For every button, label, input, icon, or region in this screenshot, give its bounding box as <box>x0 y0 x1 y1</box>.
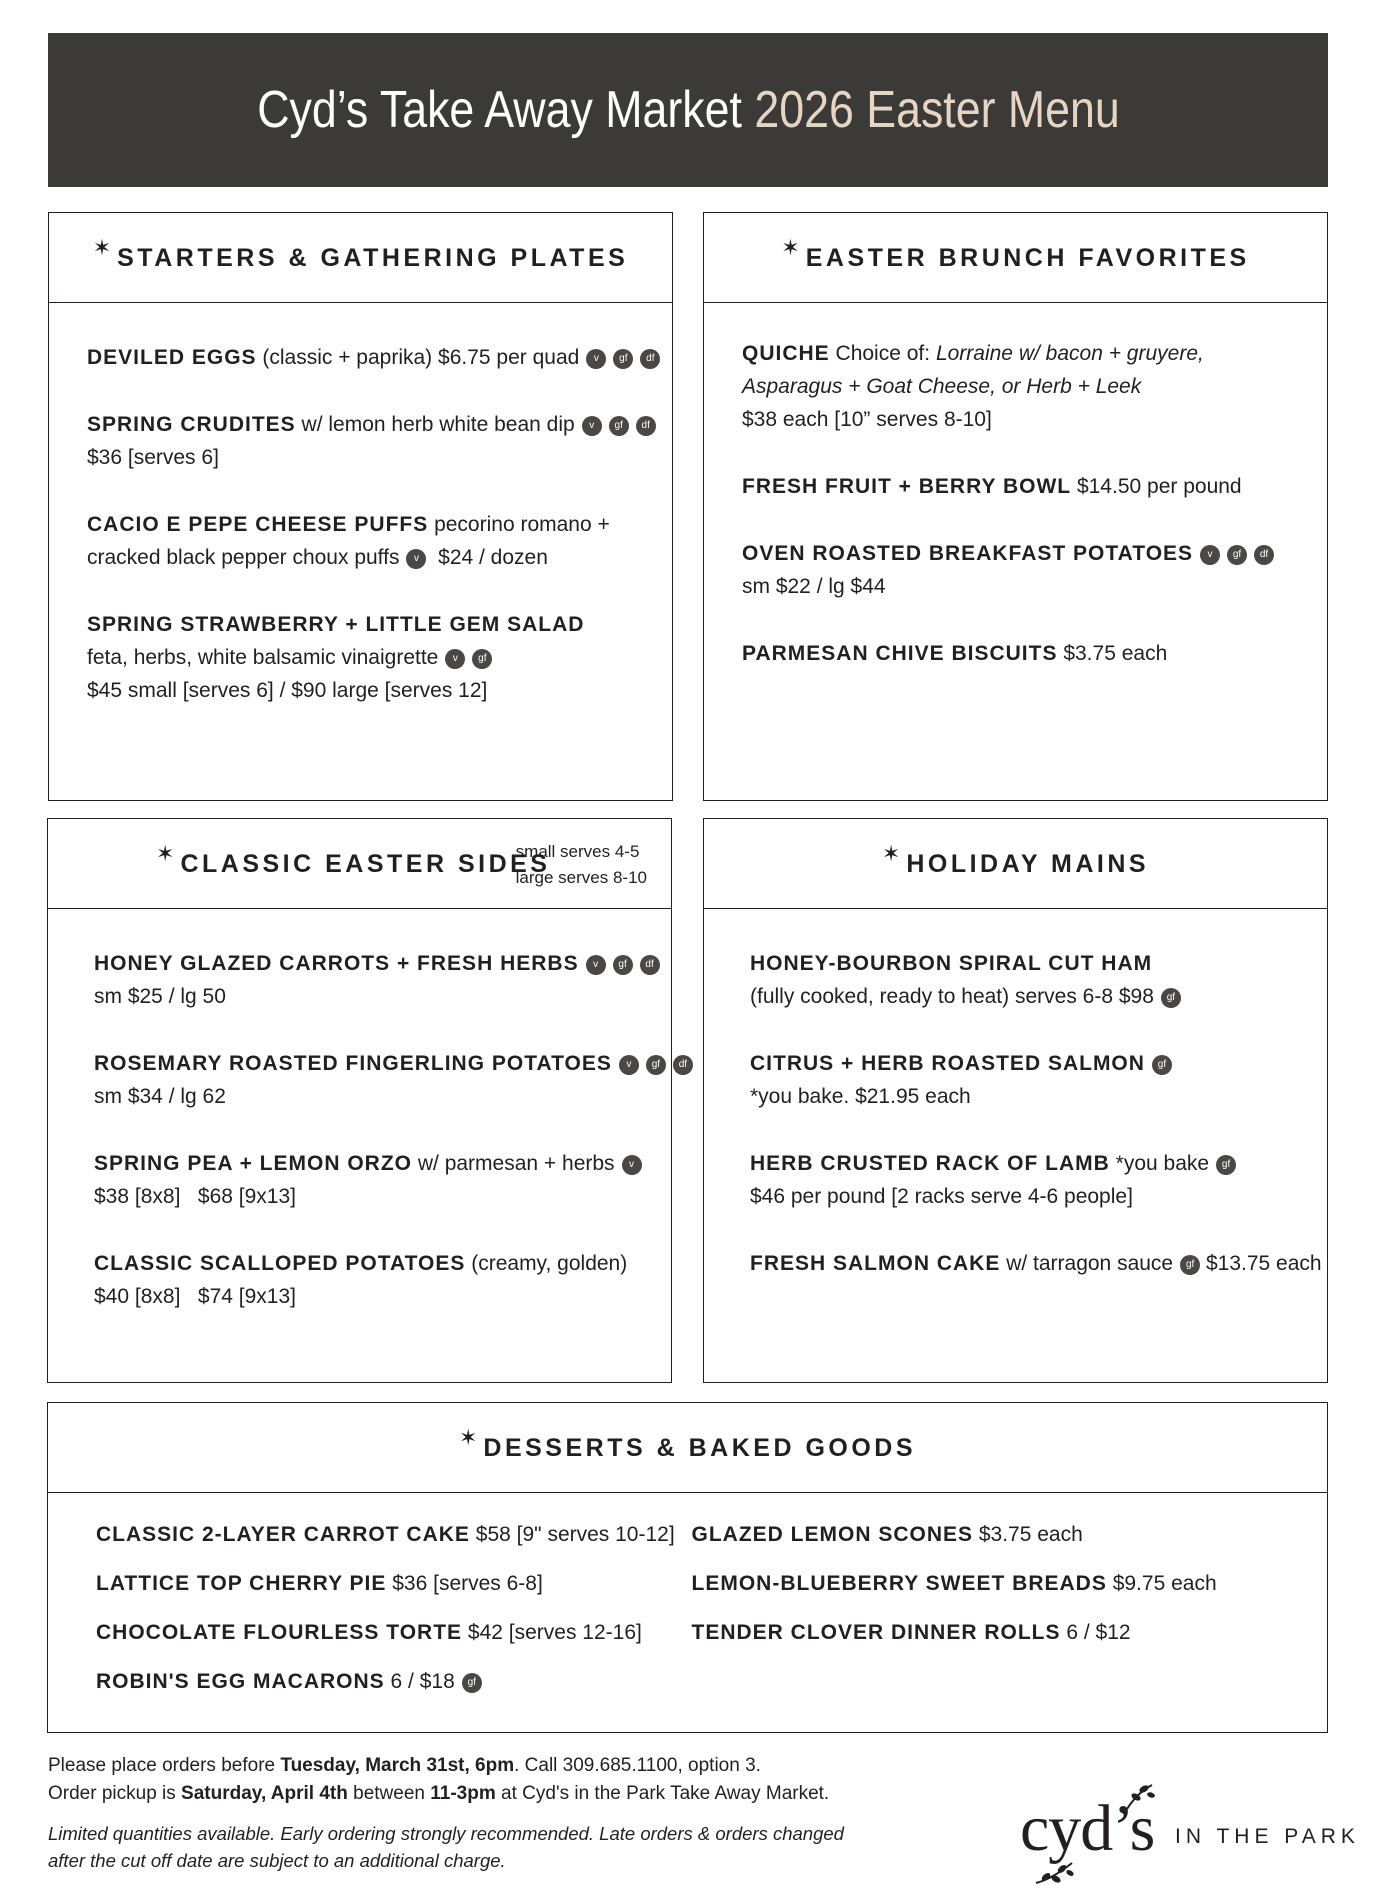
item-name: FRESH SALMON CAKE <box>750 1252 1001 1275</box>
item-name: DEVILED EGGS <box>87 346 257 369</box>
item-name: GLAZED LEMON SCONES <box>691 1523 974 1546</box>
menu-item <box>692 1615 1288 1650</box>
menu-item <box>94 1247 651 1313</box>
section-header <box>49 213 672 303</box>
item-desc: w/ parmesan + herbs <box>417 1152 615 1175</box>
item-price: $38 [8x8] $68 [9x13] <box>94 1185 296 1208</box>
item-price: $3.75 each <box>978 1523 1083 1546</box>
section-title: ✶ STARTERS & GATHERING PLATES <box>92 235 629 272</box>
order-deadline: Tuesday, March 31st, 6pm <box>280 1755 515 1776</box>
star-icon: ✶ <box>781 235 800 260</box>
logo-wordmark: cyd’s <box>1020 1792 1155 1865</box>
order-deadline-line: Please place orders before Tuesday, March 31st, 6pm. Call 309.685.1100, option 3. <box>48 1755 761 1776</box>
item-name: LATTICE TOP CHERRY PIE <box>96 1572 387 1595</box>
menu-item <box>742 637 1307 670</box>
vegetarian-icon: v <box>586 349 606 369</box>
menu-item <box>750 1047 1307 1113</box>
brunch-section <box>703 212 1328 801</box>
item-price: $36 [serves 6] <box>87 446 219 469</box>
star-icon: ✶ <box>156 841 175 866</box>
item-desc-2: cracked black pepper choux puffs <box>87 546 400 569</box>
dairy-free-icon: df <box>640 955 660 975</box>
gluten-free-icon: gf <box>462 1673 482 1693</box>
item-name: ROBIN'S EGG MACARONS <box>96 1670 385 1693</box>
item-name: FRESH FRUIT + BERRY BOWL <box>742 475 1072 498</box>
menu-item-list <box>94 947 688 1347</box>
section-header <box>48 1403 1327 1493</box>
item-desc: (fully cooked, ready to heat) serves 6-8 $98 <box>750 985 1154 1008</box>
item-price: 6 / $12 <box>1066 1621 1131 1644</box>
menu-item <box>742 337 1307 436</box>
item-price: $13.75 each <box>1205 1252 1322 1275</box>
menu-item <box>96 1517 692 1552</box>
menu-item-list <box>87 341 655 741</box>
gluten-free-icon: gf <box>1227 545 1247 565</box>
menu-item <box>87 508 652 574</box>
section-header <box>704 819 1327 909</box>
item-desc-italic: Lorraine w/ bacon + gruyere, <box>935 342 1204 365</box>
item-name: SPRING CRUDITES <box>87 413 296 436</box>
menu-item <box>692 1517 1288 1552</box>
item-name: LEMON-BLUEBERRY SWEET BREADS <box>691 1572 1107 1595</box>
item-name: QUICHE <box>742 342 830 365</box>
sides-section <box>47 818 688 1383</box>
item-desc: w/ lemon herb white bean dip <box>301 413 575 436</box>
section-title: ✶ EASTER BRUNCH FAVORITES <box>781 235 1250 272</box>
item-price: $3.75 each <box>1063 642 1168 665</box>
menu-item <box>87 341 655 374</box>
menu-item <box>94 947 654 1013</box>
menu-item <box>96 1664 692 1699</box>
item-price: $40 [8x8] $74 [9x13] <box>94 1285 296 1308</box>
item-name: CITRUS + HERB ROASTED SALMON <box>750 1052 1145 1075</box>
item-price: 6 / $18 <box>390 1670 455 1693</box>
item-price: $58 [9" serves 10-12] <box>475 1523 675 1546</box>
menu-item <box>94 1147 651 1213</box>
item-price: $45 small [serves 6] / $90 large [serves 12] <box>87 679 488 702</box>
item-name: CLASSIC SCALLOPED POTATOES <box>94 1252 466 1275</box>
menu-item <box>692 1566 1288 1601</box>
star-icon: ✶ <box>881 841 901 866</box>
item-price: sm $25 / lg 50 <box>94 985 226 1008</box>
item-desc: (creamy, golden) <box>471 1252 628 1275</box>
pickup-line: Order pickup is Saturday, April 4th between 11-3pm at Cyd's in the Park Take Away Market. <box>48 1783 830 1804</box>
gluten-free-icon: gf <box>1161 988 1181 1008</box>
item-name: HONEY GLAZED CARROTS + FRESH HERBS <box>94 952 579 975</box>
vegetarian-icon: v <box>622 1155 642 1175</box>
gluten-free-icon: gf <box>613 349 633 369</box>
gluten-free-icon: gf <box>1180 1255 1200 1275</box>
item-name: TENDER CLOVER DINNER ROLLS <box>691 1621 1061 1644</box>
item-desc: pecorino romano + <box>434 513 610 536</box>
menu-item <box>96 1566 692 1601</box>
mains-section <box>703 818 1328 1383</box>
section-header <box>704 213 1327 303</box>
dessert-columns <box>96 1517 1287 1713</box>
vegetarian-icon: v <box>582 416 602 436</box>
menu-title <box>257 80 1120 140</box>
item-name: HONEY-BOURBON SPIRAL CUT HAM <box>750 952 1153 975</box>
star-icon: ✶ <box>458 1425 478 1450</box>
vegetarian-icon: v <box>406 549 426 569</box>
gluten-free-icon: gf <box>1216 1155 1236 1175</box>
logo-subtitle: IN THE PARK <box>1175 1825 1360 1848</box>
pickup-date: Saturday, April 4th <box>181 1783 348 1804</box>
item-desc-italic-2: Asparagus + Goat Cheese, or Herb + Leek <box>742 375 1142 398</box>
desserts-section <box>47 1402 1328 1733</box>
gluten-free-icon: gf <box>472 649 492 669</box>
gluten-free-icon: gf <box>646 1055 666 1075</box>
menu-item-list <box>742 337 1307 704</box>
item-name: PARMESAN CHIVE BISCUITS <box>742 642 1058 665</box>
menu-item-list <box>750 947 1322 1314</box>
vegetarian-icon: v <box>445 649 465 669</box>
item-price: $24 / dozen <box>438 546 548 569</box>
menu-item <box>742 470 1307 503</box>
item-name: SPRING PEA + LEMON ORZO <box>94 1152 413 1175</box>
item-name: OVEN ROASTED BREAKFAST POTATOES <box>742 542 1194 565</box>
menu-item <box>96 1615 692 1650</box>
menu-title-main: Cyd’s Take Away Market <box>256 81 742 139</box>
menu-item <box>94 1047 688 1113</box>
menu-item <box>742 537 1307 603</box>
vegetarian-icon: v <box>1200 545 1220 565</box>
item-price: $36 [serves 6-8] <box>392 1572 543 1595</box>
gluten-free-icon: gf <box>609 416 629 436</box>
item-price: $9.75 each <box>1112 1572 1217 1595</box>
menu-item <box>87 408 652 474</box>
star-icon: ✶ <box>92 235 112 260</box>
vegetarian-icon: v <box>619 1055 639 1075</box>
item-desc: Choice of: <box>835 342 931 365</box>
gluten-free-icon: gf <box>613 955 633 975</box>
item-desc: *you bake <box>1115 1152 1210 1175</box>
gluten-free-icon: gf <box>1152 1055 1172 1075</box>
portion-note: small serves 4-5 large serves 8-10 <box>515 842 647 887</box>
dairy-free-icon: df <box>640 349 660 369</box>
item-desc: (classic + paprika) $6.75 per quad <box>262 346 580 369</box>
section-title: ✶ CLASSIC EASTER SIDES <box>156 841 551 878</box>
item-desc: w/ tarragon sauce <box>1006 1252 1174 1275</box>
item-price: sm $34 / lg 62 <box>94 1085 226 1108</box>
dessert-column-left <box>96 1517 692 1713</box>
dairy-free-icon: df <box>1254 545 1274 565</box>
menu-item <box>87 608 652 707</box>
menu-item <box>750 1247 1322 1280</box>
dessert-column-right <box>692 1517 1288 1713</box>
menu-item <box>750 947 1307 1013</box>
order-info-footer <box>48 1752 844 1874</box>
item-name: CLASSIC 2-LAYER CARROT CAKE <box>96 1523 470 1546</box>
item-price: $46 per pound [2 racks serve 4-6 people] <box>750 1185 1133 1208</box>
pickup-time: 11-3pm <box>430 1783 496 1804</box>
limited-quantities-note: Limited quantities available. Early ordering strongly recommended. Late orders & orders changed after the cut off date are subject to an additional charge. <box>48 1823 844 1871</box>
menu-item <box>750 1147 1307 1213</box>
item-price: $38 each [10” serves 8-10] <box>742 408 992 431</box>
vegetarian-icon: v <box>586 955 606 975</box>
item-price: sm $22 / lg $44 <box>742 575 886 598</box>
item-price: $42 [serves 12-16] <box>467 1621 642 1644</box>
item-name: CHOCOLATE FLOURLESS TORTE <box>96 1621 463 1644</box>
item-desc: feta, herbs, white balsamic vinaigrette <box>87 646 439 669</box>
item-price: *you bake. $21.95 each <box>750 1085 971 1108</box>
dairy-free-icon: df <box>636 416 656 436</box>
section-title: ✶ DESSERTS & BAKED GOODS <box>458 1425 917 1462</box>
dairy-free-icon: df <box>673 1055 693 1075</box>
item-name: CACIO E PEPE CHEESE PUFFS <box>87 513 429 536</box>
menu-title-accent: 2026 Easter Menu <box>753 81 1120 139</box>
item-name: HERB CRUSTED RACK OF LAMB <box>750 1152 1110 1175</box>
section-header <box>48 819 671 909</box>
item-price: $14.50 per pound <box>1076 475 1242 498</box>
starters-section <box>48 212 673 801</box>
cyds-in-the-park-logo <box>1020 1785 1360 1885</box>
section-title: ✶ HOLIDAY MAINS <box>881 841 1150 878</box>
item-name: SPRING STRAWBERRY + LITTLE GEM SALAD <box>87 613 585 636</box>
menu-header-band <box>48 33 1328 187</box>
sprig-bottom-icon <box>1032 1855 1082 1889</box>
item-name: ROSEMARY ROASTED FINGERLING POTATOES <box>94 1052 612 1075</box>
